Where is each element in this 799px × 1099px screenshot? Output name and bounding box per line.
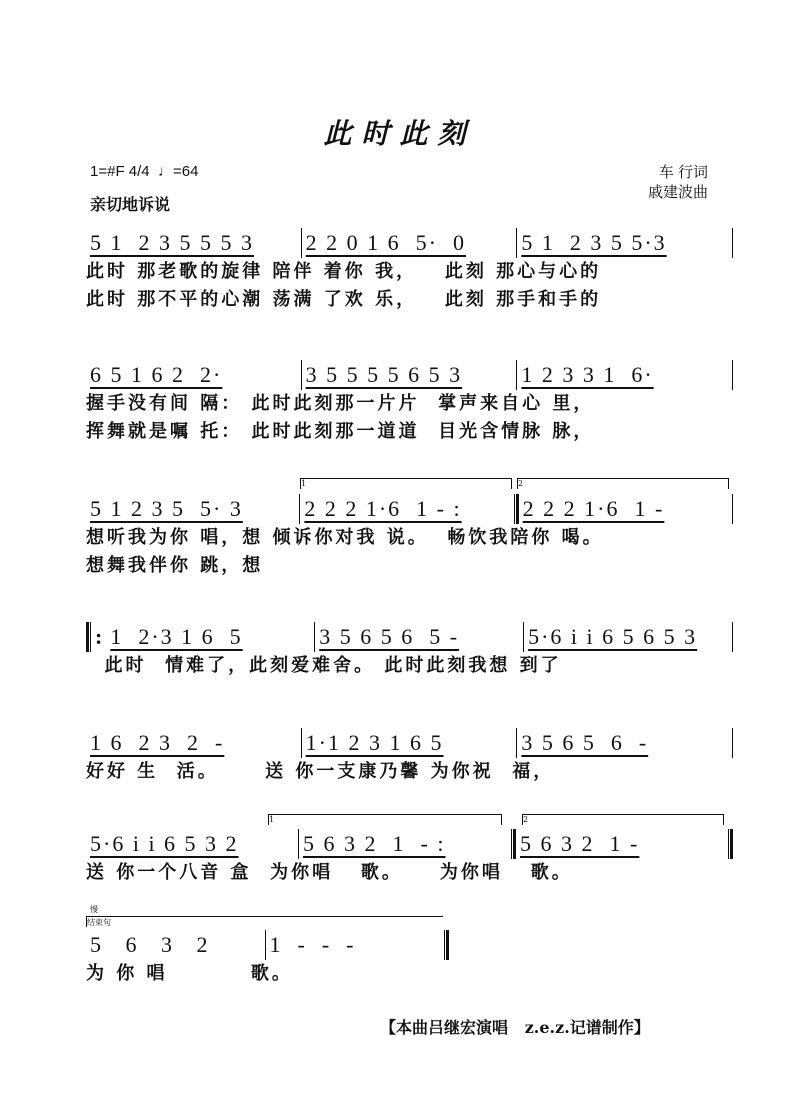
measure: 5 6 3 2 1 - [520, 831, 640, 856]
lyric-line-1: 为 你 唱 歌。 [86, 963, 293, 984]
system-4 [86, 622, 733, 680]
measure: 5 6 3 2 [90, 932, 210, 957]
barline [732, 228, 733, 258]
lyric-line-1: 此时 那老歌的旋律 陪伴 着你 我， 此刻 那心与心的 [86, 261, 602, 282]
measure: 3 5 6 5 6 5 - [319, 624, 460, 649]
lyric-line-2: 想舞我伴你 跳，想 [86, 555, 264, 576]
measure: 5 6 3 2 1 - : [303, 831, 446, 856]
system-3 [86, 494, 733, 580]
measure: 1·1 2 3 1 6 5 [305, 730, 444, 755]
measure: 1 2·3 1 6 5 [110, 624, 243, 649]
measure: 3 5 6 5 6 - [521, 730, 649, 755]
key-tempo [90, 163, 198, 180]
measure: 1 6 2 3 2 - [90, 730, 225, 755]
measure: 5·6 i i 6 5 6 5 3 [528, 624, 698, 649]
lyric-line-1: 送 你一个八音 盒 为你唱 歌。 为你唱 歌。 [86, 862, 573, 883]
measure: 5 1 2 3 5 5· 3 [90, 496, 243, 521]
system-6 [86, 829, 733, 887]
measure: 5·6 i i 6 5 3 2 [90, 831, 239, 856]
measure: 2 2 0 1 6 5· 0 [305, 230, 466, 255]
song-title: 此时此刻 [323, 117, 476, 150]
lyric-line-2: 此时 那不平的心潮 荡满 了欢 乐， 此刻 那手和手的 [86, 289, 602, 310]
key-signature: 1=#F 4/4 [90, 163, 150, 180]
barline [728, 829, 733, 859]
volta-2: 2 [522, 814, 724, 825]
system-7 [86, 930, 449, 988]
lyricist: 车 行词 [658, 164, 709, 181]
volta-1: 1 [268, 814, 502, 825]
barline [732, 360, 733, 390]
measure: 5 1 2 3 5 5·3 [521, 230, 667, 255]
footer-credit: 【本曲吕继宏演唱 z.e.z.记谱制作】 [380, 1018, 650, 1037]
tempo-marking: ♩=64 [157, 163, 199, 180]
barline [732, 728, 733, 758]
lyric-line-1: 握手没有间 隔： 此时此刻那一片片 掌声来自心 里， [86, 393, 595, 414]
measure: 1 - - - [269, 932, 356, 957]
system-2 [86, 360, 733, 446]
composer: 戚建波曲 [648, 184, 709, 201]
system-1 [86, 228, 733, 314]
measure: 2 2 2 1·6 1 - [522, 496, 665, 521]
volta-1: 1 [300, 478, 512, 489]
expression-marking: 亲切地诉说 [90, 195, 171, 214]
lyric-line-1: 此时 情难了，此刻爱难舍。 此时此刻我想 到了 [86, 655, 562, 676]
lyric-line-1: 好好 生 活。 送 你一支康乃馨 为你祝 福， [86, 761, 555, 782]
measure: 2 2 2 1·6 1 - : [304, 496, 462, 521]
measure: 6 5 1 6 2 2· [90, 362, 223, 387]
volta-2: 2 [517, 478, 729, 489]
measure: 5 1 2 3 5 5 5 3 [90, 230, 254, 255]
tempo-mark-slow: 慢 [90, 905, 98, 914]
measure: 1 2 3 3 1 6· [521, 362, 654, 387]
barline [732, 494, 733, 524]
system-5 [86, 728, 733, 786]
credits [648, 163, 708, 203]
lyric-line-2: 挥舞就是嘱 托： 此时此刻那一道道 目光含情脉 脉， [86, 421, 595, 442]
repeat-dots: : [95, 624, 103, 649]
lyric-line-1: 想听我为你 唱，想 倾诉你对我 说。 畅饮我陪你 喝。 [86, 527, 604, 548]
ending-bracket: 结束句 [86, 916, 443, 927]
final-barline [444, 930, 449, 960]
measure: 3 5 5 5 5 6 5 3 [305, 362, 463, 387]
barline [732, 622, 733, 652]
